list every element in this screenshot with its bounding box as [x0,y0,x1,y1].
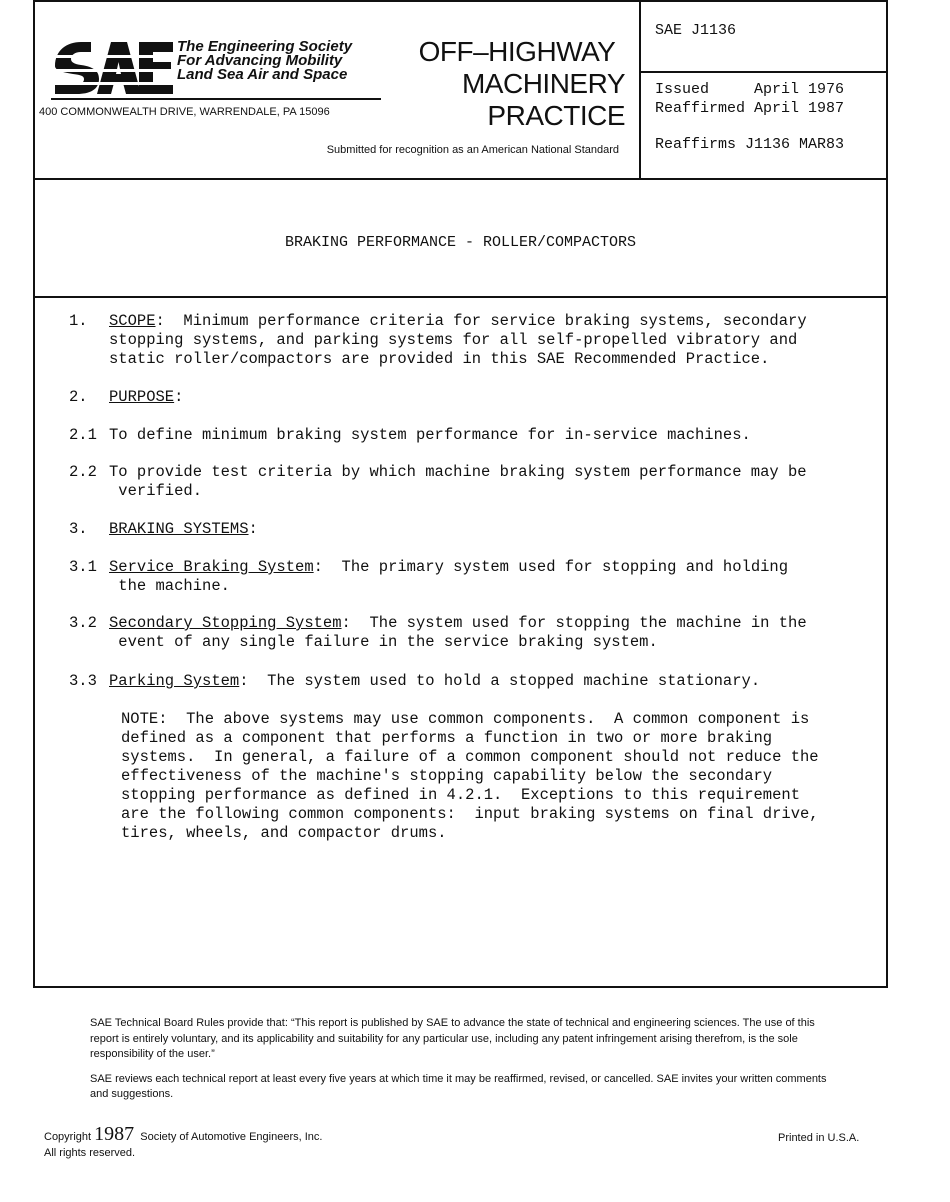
section-text: BRAKING SYSTEMS: [109,520,258,538]
text-line: The system used to hold a stopped machine stationary. [248,672,761,690]
org-name-line-2: For Advancing Mobility [177,52,343,69]
paragraph-heading: Service Braking System [109,558,314,576]
note-text [121,710,856,843]
text-line: tires, wheels, and compactor drums. [121,824,447,842]
section-number: 1. [69,312,88,330]
text-line: stopping systems, and parking systems for all self-propelled vibratory and [109,331,798,349]
text-line: static roller/compactors are provided in this SAE Recommended Practice. [109,350,770,368]
text-line: Minimum performance criteria for service braking systems, secondary [164,312,807,330]
text-line: effectiveness of the machine's stopping capability below the secondary [121,767,773,785]
text-line: The system used for stopping the machine in the [350,614,807,632]
copyright-holder: Society of Automotive Engineers, Inc. [140,1131,323,1143]
doc-number-box [641,2,886,73]
rights-reserved: All rights reserved. [44,1147,136,1159]
issue-dates [655,80,844,118]
reaffirms-note: Reaffirms J1136 MAR83 [655,136,845,153]
paragraph-text [109,426,844,445]
document-title: BRAKING PERFORMANCE - ROLLER/COMPACTORS [284,234,637,251]
text-line: systems. In general, a failure of a common component should not reduce the [121,748,819,766]
document-footer [90,1016,830,1112]
doc-number: SAE J1136 [655,22,737,39]
org-divider [51,98,381,100]
section-text: PURPOSE: [109,388,184,406]
review-notice: SAE reviews each technical report at least every five years at which time it may be reaffirmed, revised, or cancelled. SAE invites your written comments and suggestions. [90,1072,827,1100]
paragraph-heading: Parking System [109,672,240,690]
ansi-submission-note: Submitted for recognition as an American National Standard [326,144,619,156]
paragraph-text [109,463,844,501]
text-line: To define minimum braking system performance for in-service machines. [109,426,751,444]
practice-title-line-1: OFF–HIGHWAY [418,36,616,67]
org-name [177,40,377,82]
header-right-panel [641,2,886,178]
text-line: The primary system used for stopping and holding [322,558,789,576]
section-number: 2. [69,388,88,406]
text-line: defined as a component that performs a function in two or more braking [121,729,773,747]
paragraph-number: 2.1 [69,426,97,444]
text-line: are the following common components: input braking systems on final drive, [121,805,819,823]
document-sheet [33,0,888,988]
text-line: NOTE: The above systems may use common components. A common component is [121,710,810,728]
section-text: SCOPE: Minimum performance criteria for service braking systems, secondary stopping systems, and parking systems for all self-propelled vibratory and static roller/compactors are provided in this SAE Recommended Practice. [109,312,807,368]
practice-title [395,36,639,132]
org-address: 400 COMMONWEALTH DRIVE, WARRENDALE, PA 15096 [39,106,330,118]
document-header [35,2,886,180]
text-line: To provide test criteria by which machine braking system performance may be [109,463,807,481]
copyright-label: Copyright [44,1131,92,1143]
section-number: 3. [69,520,88,538]
practice-title-line-2: MACHINERY [461,68,625,99]
header-left-panel [35,2,641,178]
text-line: stopping performance as defined in 4.2.1. Exceptions to this requirement [121,786,801,804]
paragraph-text: Service Braking System: The primary system used for stopping and holding the machine. [109,558,789,595]
section-heading: BRAKING SYSTEMS [109,520,249,538]
text-line: the machine. [109,577,230,595]
sae-logo-icon [51,38,173,94]
paragraph-heading: Secondary Stopping System [109,614,342,632]
practice-title-line-3: PRACTICE [487,100,625,131]
paragraph-number: 3.2 [69,614,97,632]
copyright-notice [44,1123,323,1161]
section-heading: PURPOSE [109,388,175,406]
paragraph-number: 3.1 [69,558,97,576]
paragraph-number: 2.2 [69,463,97,481]
issued-date: Issued April 1976 [655,81,845,98]
copyright-year: 1987 [94,1123,135,1145]
paragraph-text: Parking System: The system used to hold a stopped machine stationary. [109,672,761,690]
title-band [35,180,886,298]
text-line: event of any single failure in the service braking system. [109,633,658,651]
technical-board-rules: SAE Technical Board Rules provide that: “This report is published by SAE to advance the state of technical and engineering sciences. The use of this report is entirely voluntary, and its applicability and suitability for any particular use, including any patent infringement arising therefrom, is the sole responsibility of the user.” [90,1017,815,1060]
paragraph-text: Secondary Stopping System: The system used for stopping the machine in the event of any single failure in the service braking system. [109,614,807,651]
org-name-line-1: The Engineering Society [177,38,353,55]
printed-in: Printed in U.S.A. [778,1132,860,1144]
section-heading: SCOPE [109,312,156,330]
text-line: verified. [109,482,203,500]
reaffirmed-date: Reaffirmed April 1987 [655,100,845,117]
org-name-line-3: Land Sea Air and Space [177,66,348,83]
paragraph-number: 3.3 [69,672,97,690]
